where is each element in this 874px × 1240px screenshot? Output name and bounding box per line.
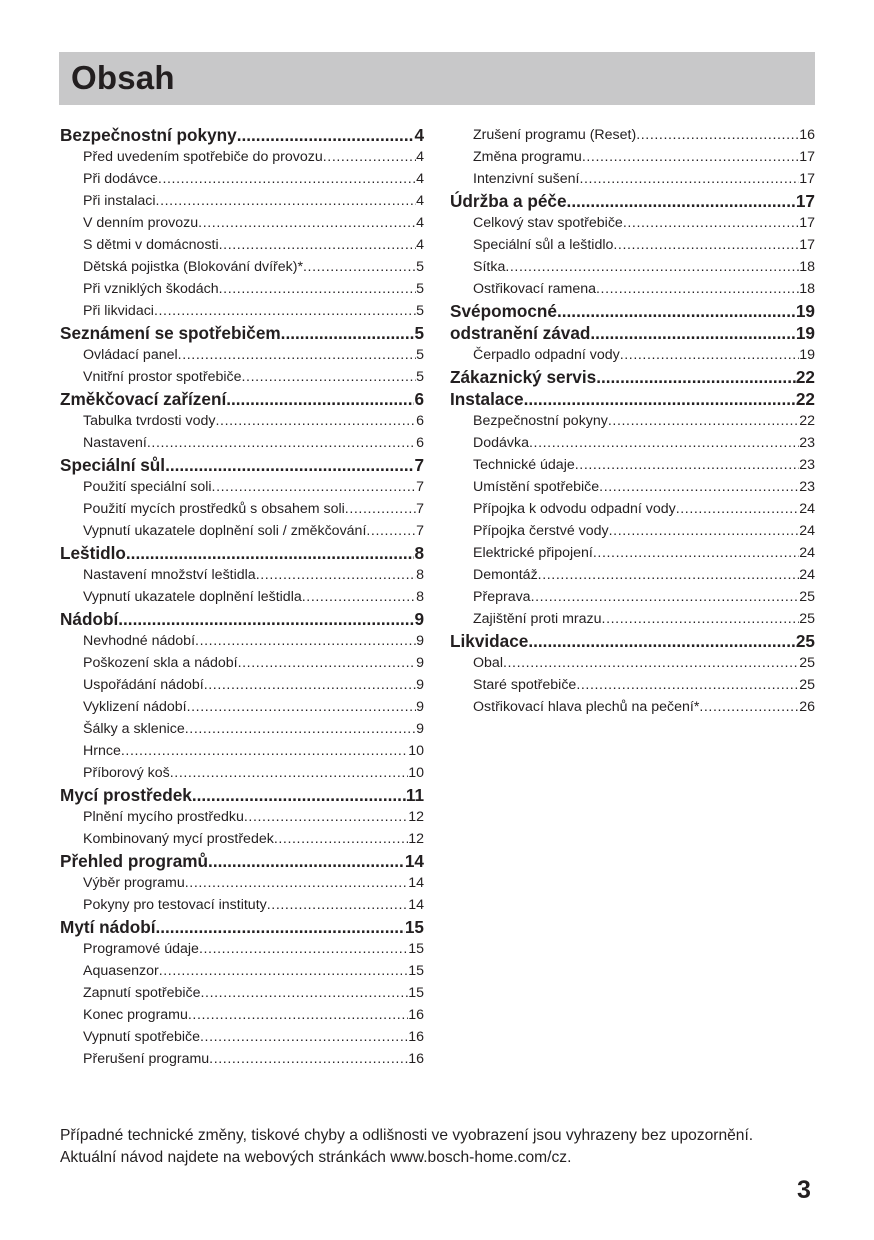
toc-entry-page: 18	[799, 259, 815, 275]
toc-subsection-entry[interactable]	[60, 740, 424, 762]
toc-dot-leader	[200, 1026, 408, 1048]
toc-dot-leader	[242, 366, 417, 388]
toc-subsection-entry[interactable]	[60, 190, 424, 212]
toc-entry-page: 24	[799, 545, 815, 561]
toc-entry-page: 22	[795, 389, 815, 409]
toc-entry-label: Celkový stav spotřebiče	[473, 215, 623, 231]
toc-entry-page: 17	[795, 191, 815, 211]
toc-entry-label: V denním provozu	[83, 215, 199, 231]
toc-entry-label: odstranění závad	[450, 323, 591, 343]
toc-subsection-entry[interactable]	[450, 410, 815, 432]
toc-entry-label: Mycí prostředek	[60, 785, 192, 805]
toc-entry-page: 17	[799, 149, 815, 165]
toc-subsection-entry[interactable]	[60, 982, 424, 1004]
toc-entry-page: 5	[414, 323, 424, 343]
toc-dot-leader	[596, 366, 796, 388]
toc-entry-page: 14	[408, 897, 424, 913]
toc-subsection-entry[interactable]	[60, 586, 424, 608]
toc-section-entry[interactable]	[450, 630, 815, 652]
toc-entry-label: Změkčovací zařízení	[60, 389, 227, 409]
toc-entry-label: Dodávka	[473, 435, 529, 451]
toc-dot-leader	[219, 278, 416, 300]
toc-entry-page: 9	[414, 609, 424, 629]
toc-subsection-entry[interactable]	[60, 960, 424, 982]
toc-dot-leader	[599, 476, 799, 498]
toc-dot-leader	[121, 740, 408, 762]
toc-entry-label: Vypnutí spotřebiče	[83, 1029, 200, 1045]
toc-section-entry[interactable]	[450, 388, 815, 410]
toc-subsection-entry[interactable]	[60, 300, 424, 322]
toc-subsection-entry[interactable]	[60, 762, 424, 784]
toc-entry-page: 25	[799, 589, 815, 605]
toc-dot-leader	[303, 256, 416, 278]
toc-dot-leader	[596, 278, 799, 300]
toc-entry-page: 9	[416, 633, 424, 649]
toc-entry-label: Svépomocné	[450, 301, 557, 321]
toc-dot-leader	[528, 630, 796, 652]
toc-entry-page: 11	[405, 785, 424, 805]
toc-dot-leader	[155, 916, 404, 938]
toc-subsection-entry[interactable]	[450, 498, 815, 520]
toc-entry-label: Změna programu	[473, 149, 582, 165]
toc-dot-leader	[557, 300, 796, 322]
toc-entry-page: 19	[795, 323, 815, 343]
toc-entry-page: 4	[416, 149, 424, 165]
toc-subsection-entry[interactable]	[60, 410, 424, 432]
toc-column-left	[60, 124, 424, 1070]
toc-entry-label: Zajištění proti mrazu	[473, 611, 602, 627]
toc-entry-page: 6	[416, 413, 424, 429]
toc-entry-page: 24	[799, 567, 815, 583]
toc-dot-leader	[126, 542, 415, 564]
toc-subsection-entry[interactable]	[60, 806, 424, 828]
toc-entry-page: 7	[414, 455, 424, 475]
toc-entry-label: Bezpečnostní pokyny	[60, 125, 237, 145]
toc-dot-leader	[582, 146, 799, 168]
toc-dot-leader	[593, 542, 799, 564]
toc-dot-leader	[238, 652, 417, 674]
toc-dot-leader	[256, 564, 416, 586]
toc-entry-label: Programové údaje	[83, 941, 199, 957]
toc-entry-label: Mytí nádobí	[60, 917, 156, 937]
toc-entry-label: Nastavení množství leštidla	[83, 567, 256, 583]
toc-dot-leader	[212, 476, 417, 498]
toc-entry-page: 4	[416, 237, 424, 253]
toc-entry-label: Při instalaci	[83, 193, 156, 209]
toc-dot-leader	[281, 322, 415, 344]
toc-entry-page: 8	[416, 589, 424, 605]
toc-entry-label: Umístění spotřebiče	[473, 479, 600, 495]
toc-entry-page: 24	[799, 523, 815, 539]
toc-entry-label: Obal	[473, 655, 503, 671]
toc-entry-page: 5	[416, 281, 424, 297]
toc-entry-page: 23	[799, 457, 815, 473]
toc-entry-page: 4	[416, 215, 424, 231]
toc-entry-label: Výběr programu	[83, 875, 185, 891]
toc-dot-leader	[201, 982, 409, 1004]
toc-entry-page: 7	[416, 479, 424, 495]
toc-subsection-entry[interactable]	[450, 520, 815, 542]
toc-entry-page: 25	[799, 677, 815, 693]
toc-entry-label: Poškození skla a nádobí	[83, 655, 238, 671]
toc-section-entry[interactable]	[60, 608, 424, 630]
toc-entry-page: 18	[799, 281, 815, 297]
toc-entry-page: 7	[416, 501, 424, 517]
toc-entry-page: 25	[799, 655, 815, 671]
toc-dot-leader	[602, 608, 800, 630]
toc-entry-page: 16	[408, 1007, 424, 1023]
toc-entry-label: Nevhodné nádobí	[83, 633, 196, 649]
toc-entry-page: 15	[408, 941, 424, 957]
toc-entry-page: 16	[408, 1029, 424, 1045]
toc-entry-label: Plnění mycího prostředku	[83, 809, 244, 825]
toc-dot-leader	[159, 960, 409, 982]
toc-dot-leader	[156, 190, 417, 212]
toc-subsection-entry[interactable]	[450, 476, 815, 498]
toc-dot-leader	[579, 168, 799, 190]
toc-dot-leader	[170, 762, 408, 784]
toc-entry-label: Leštidlo	[60, 543, 126, 563]
toc-entry-label: Použití mycích prostředků s obsahem soli	[83, 501, 345, 517]
toc-entry-page: 4	[416, 171, 424, 187]
toc-entry-label: Přípojka k odvodu odpadní vody	[473, 501, 676, 517]
toc-dot-leader	[505, 256, 799, 278]
toc-entry-page: 19	[795, 301, 815, 321]
toc-subsection-entry[interactable]	[60, 828, 424, 850]
toc-subsection-entry[interactable]	[450, 344, 815, 366]
toc-entry-label: Přeprava	[473, 589, 531, 605]
toc-section-entry[interactable]	[60, 850, 424, 872]
toc-entry-page: 15	[408, 985, 424, 1001]
toc-dot-leader	[503, 652, 799, 674]
toc-dot-leader	[531, 586, 800, 608]
toc-dot-leader	[192, 784, 406, 806]
toc-subsection-entry[interactable]	[60, 1004, 424, 1026]
toc-dot-leader	[185, 718, 416, 740]
toc-column-right	[450, 124, 815, 718]
toc-entry-page: 8	[416, 567, 424, 583]
toc-subsection-entry[interactable]	[60, 696, 424, 718]
toc-entry-label: Zapnutí spotřebiče	[83, 985, 201, 1001]
toc-entry-label: Při vzniklých škodách	[83, 281, 219, 297]
toc-entry-label: Vyklizení nádobí	[83, 699, 187, 715]
toc-dot-leader	[267, 894, 408, 916]
footer-note: Případné technické změny, tiskové chyby a odlišnosti ve vyobrazení jsou vyhrazeny bez upozornění. Aktuální návod najdete na webových stránkách www.bosch-home.com/cz.	[60, 1127, 754, 1166]
toc-subsection-entry[interactable]	[60, 1048, 424, 1070]
toc-section-entry[interactable]	[60, 784, 424, 806]
toc-subsection-entry[interactable]	[60, 718, 424, 740]
toc-entry-page: 6	[414, 389, 424, 409]
toc-subsection-entry[interactable]	[450, 586, 815, 608]
toc-section-entry[interactable]	[60, 916, 424, 938]
toc-entry-page: 25	[799, 611, 815, 627]
toc-dot-leader	[165, 454, 414, 476]
toc-entry-label: Technické údaje	[473, 457, 575, 473]
toc-entry-page: 8	[414, 543, 424, 563]
toc-entry-page: 24	[799, 501, 815, 517]
toc-entry-label: Vypnutí ukazatele doplnění leštidla	[83, 589, 302, 605]
toc-dot-leader	[538, 564, 800, 586]
toc-entry-label: Nádobí	[60, 609, 119, 629]
toc-dot-leader	[204, 674, 416, 696]
toc-entry-label: Staré spotřebiče	[473, 677, 577, 693]
toc-entry-page: 22	[799, 413, 815, 429]
toc-dot-leader	[302, 586, 416, 608]
toc-subsection-entry[interactable]	[450, 696, 815, 718]
toc-entry-page: 5	[416, 303, 424, 319]
toc-subsection-entry[interactable]	[450, 652, 815, 674]
toc-dot-leader	[237, 124, 415, 146]
toc-entry-label: Intenzivní sušení	[473, 171, 580, 187]
toc-subsection-entry[interactable]	[60, 674, 424, 696]
toc-entry-label: Údržba a péče	[450, 191, 567, 211]
toc-entry-label: Čerpadlo odpadní vody	[473, 347, 620, 363]
toc-entry-page: 15	[404, 917, 424, 937]
toc-entry-page: 17	[799, 237, 815, 253]
page-number: 3	[797, 1176, 811, 1204]
toc-subsection-entry[interactable]	[450, 542, 815, 564]
toc-entry-label: Dětská pojistka (Blokování dvířek)*	[83, 259, 303, 275]
toc-dot-leader	[198, 212, 416, 234]
toc-dot-leader	[699, 696, 799, 718]
toc-entry-page: 16	[408, 1051, 424, 1067]
toc-entry-page: 4	[414, 125, 424, 145]
toc-section-entry[interactable]	[60, 454, 424, 476]
toc-entry-page: 4	[416, 193, 424, 209]
toc-subsection-entry[interactable]	[450, 674, 815, 696]
toc-entry-label: Instalace	[450, 389, 524, 409]
toc-entry-page: 23	[799, 435, 815, 451]
toc-entry-label: Elektrické připojení	[473, 545, 593, 561]
toc-entry-page: 9	[416, 721, 424, 737]
toc-section-entry[interactable]	[450, 322, 815, 344]
toc-entry-label: Vypnutí ukazatele doplnění soli / změkčování	[83, 523, 367, 539]
toc-dot-leader	[590, 322, 795, 344]
toc-entry-page: 26	[799, 699, 815, 715]
toc-section-entry[interactable]	[450, 190, 815, 212]
toc-dot-leader	[623, 212, 799, 234]
toc-entry-page: 15	[408, 963, 424, 979]
toc-subsection-entry[interactable]	[60, 212, 424, 234]
toc-subsection-entry[interactable]	[450, 234, 815, 256]
toc-entry-label: Tabulka tvrdosti vody	[83, 413, 216, 429]
toc-entry-label: Nastavení	[83, 435, 147, 451]
toc-dot-leader	[215, 410, 416, 432]
toc-entry-page: 6	[416, 435, 424, 451]
toc-entry-label: Zákaznický servis	[450, 367, 597, 387]
toc-dot-leader	[620, 344, 800, 366]
toc-subsection-entry[interactable]	[60, 564, 424, 586]
toc-entry-page: 7	[416, 523, 424, 539]
toc-subsection-entry[interactable]	[60, 168, 424, 190]
toc-entry-label: Přípojka čerstvé vody	[473, 523, 609, 539]
toc-entry-label: Uspořádání nádobí	[83, 677, 204, 693]
toc-dot-leader	[567, 190, 796, 212]
toc-section-entry[interactable]	[60, 542, 424, 564]
toc-subsection-entry[interactable]	[450, 256, 815, 278]
toc-section-entry[interactable]	[60, 322, 424, 344]
page-title: Obsah	[71, 59, 175, 96]
toc-entry-label: Přehled programů	[60, 851, 209, 871]
toc-dot-leader	[575, 454, 799, 476]
toc-dot-leader	[244, 806, 408, 828]
toc-entry-page: 12	[408, 831, 424, 847]
toc-section-entry[interactable]	[450, 366, 815, 388]
toc-entry-page: 5	[416, 347, 424, 363]
toc-entry-page: 10	[408, 743, 424, 759]
toc-entry-page: 14	[404, 851, 424, 871]
toc-dot-leader	[185, 872, 408, 894]
toc-subsection-entry[interactable]	[60, 520, 424, 542]
toc-entry-label: Ovládací panel	[83, 347, 178, 363]
toc-entry-page: 23	[799, 479, 815, 495]
toc-entry-label: Likvidace	[450, 631, 529, 651]
toc-entry-label: Ostřikovací ramena	[473, 281, 596, 297]
toc-dot-leader	[609, 520, 800, 542]
toc-dot-leader	[158, 168, 416, 190]
toc-dot-leader	[636, 124, 799, 146]
toc-subsection-entry[interactable]	[60, 894, 424, 916]
toc-subsection-entry[interactable]	[450, 608, 815, 630]
toc-dot-leader	[147, 432, 416, 454]
toc-subsection-entry[interactable]	[450, 168, 815, 190]
toc-subsection-entry[interactable]	[60, 476, 424, 498]
toc-dot-leader	[676, 498, 800, 520]
toc-dot-leader	[154, 300, 416, 322]
toc-dot-leader	[366, 520, 416, 542]
toc-entry-page: 9	[416, 699, 424, 715]
toc-subsection-entry[interactable]	[450, 564, 815, 586]
toc-entry-label: Ostřikovací hlava plechů na pečení*	[473, 699, 700, 715]
toc-subsection-entry[interactable]	[450, 432, 815, 454]
toc-entry-label: Seznámení se spotřebičem	[60, 323, 281, 343]
toc-subsection-entry[interactable]	[60, 366, 424, 388]
toc-subsection-entry[interactable]	[450, 146, 815, 168]
toc-subsection-entry[interactable]	[60, 146, 424, 168]
toc-entry-label: Kombinovaný mycí prostředek	[83, 831, 274, 847]
toc-dot-leader	[187, 696, 417, 718]
toc-dot-leader	[274, 828, 408, 850]
toc-dot-leader	[608, 410, 799, 432]
toc-section-entry[interactable]	[60, 124, 424, 146]
toc-dot-leader	[209, 1048, 408, 1070]
toc-dot-leader	[524, 388, 796, 410]
toc-entry-page: 17	[799, 215, 815, 231]
toc-entry-label: Bezpečnostní pokyny	[473, 413, 608, 429]
toc-dot-leader	[529, 432, 799, 454]
toc-entry-label: Konec programu	[83, 1007, 188, 1023]
title-bar	[59, 52, 815, 105]
toc-dot-leader	[188, 1004, 408, 1026]
toc-subsection-entry[interactable]	[60, 234, 424, 256]
toc-section-entry[interactable]	[60, 388, 424, 410]
toc-subsection-entry[interactable]	[60, 938, 424, 960]
toc-entry-label: Šálky a sklenice	[83, 721, 185, 737]
toc-entry-page: 25	[795, 631, 815, 651]
toc-entry-page: 10	[408, 765, 424, 781]
toc-subsection-entry[interactable]	[450, 278, 815, 300]
toc-subsection-entry[interactable]	[60, 872, 424, 894]
toc-subsection-entry[interactable]	[450, 454, 815, 476]
toc-entry-label: Při likvidaci	[83, 303, 154, 319]
toc-entry-label: Příborový koš	[83, 765, 170, 781]
toc-entry-label: Pokyny pro testovací instituty	[83, 897, 267, 913]
toc-subsection-entry[interactable]	[60, 344, 424, 366]
toc-dot-leader	[226, 388, 414, 410]
toc-subsection-entry[interactable]	[60, 630, 424, 652]
toc-entry-page: 14	[408, 875, 424, 891]
toc-entry-label: Zrušení programu (Reset)	[473, 127, 637, 143]
toc-subsection-entry[interactable]	[60, 498, 424, 520]
toc-subsection-entry[interactable]	[450, 212, 815, 234]
toc-dot-leader	[178, 344, 416, 366]
toc-subsection-entry[interactable]	[60, 256, 424, 278]
toc-dot-leader	[576, 674, 799, 696]
toc-entry-label: Při dodávce	[83, 171, 158, 187]
toc-subsection-entry[interactable]	[60, 278, 424, 300]
toc-section-entry[interactable]	[450, 300, 815, 322]
toc-subsection-entry[interactable]	[60, 432, 424, 454]
toc-entry-label: Speciální sůl a leštidlo	[473, 237, 614, 253]
toc-entry-page: 9	[416, 655, 424, 671]
toc-dot-leader	[613, 234, 799, 256]
toc-dot-leader	[199, 938, 408, 960]
toc-entry-label: S dětmi v domácnosti	[83, 237, 219, 253]
toc-dot-leader	[118, 608, 414, 630]
toc-entry-page: 19	[799, 347, 815, 363]
toc-entry-label: Přerušení programu	[83, 1051, 210, 1067]
toc-entry-label: Aquasenzor	[83, 963, 159, 979]
toc-dot-leader	[208, 850, 405, 872]
toc-entry-page: 17	[799, 171, 815, 187]
toc-entry-label: Sítka	[473, 259, 506, 275]
toc-entry-label: Demontáž	[473, 567, 538, 583]
toc-entry-label: Před uvedením spotřebiče do provozu	[83, 149, 323, 165]
toc-entry-label: Hrnce	[83, 743, 121, 759]
toc-entry-label: Vnitřní prostor spotřebiče	[83, 369, 242, 385]
toc-dot-leader	[345, 498, 416, 520]
toc-entry-page: 16	[799, 127, 815, 143]
toc-entry-label: Speciální sůl	[60, 455, 166, 475]
toc-entry-page: 22	[795, 367, 815, 387]
toc-entry-page: 12	[408, 809, 424, 825]
toc-dot-leader	[195, 630, 416, 652]
toc-subsection-entry[interactable]	[450, 124, 815, 146]
toc-entry-page: 9	[416, 677, 424, 693]
toc-subsection-entry[interactable]	[60, 652, 424, 674]
toc-dot-leader	[219, 234, 416, 256]
toc-subsection-entry[interactable]	[60, 1026, 424, 1048]
toc-entry-page: 5	[416, 259, 424, 275]
toc-entry-label: Použití speciální soli	[83, 479, 212, 495]
toc-entry-page: 5	[416, 369, 424, 385]
toc-dot-leader	[323, 146, 416, 168]
